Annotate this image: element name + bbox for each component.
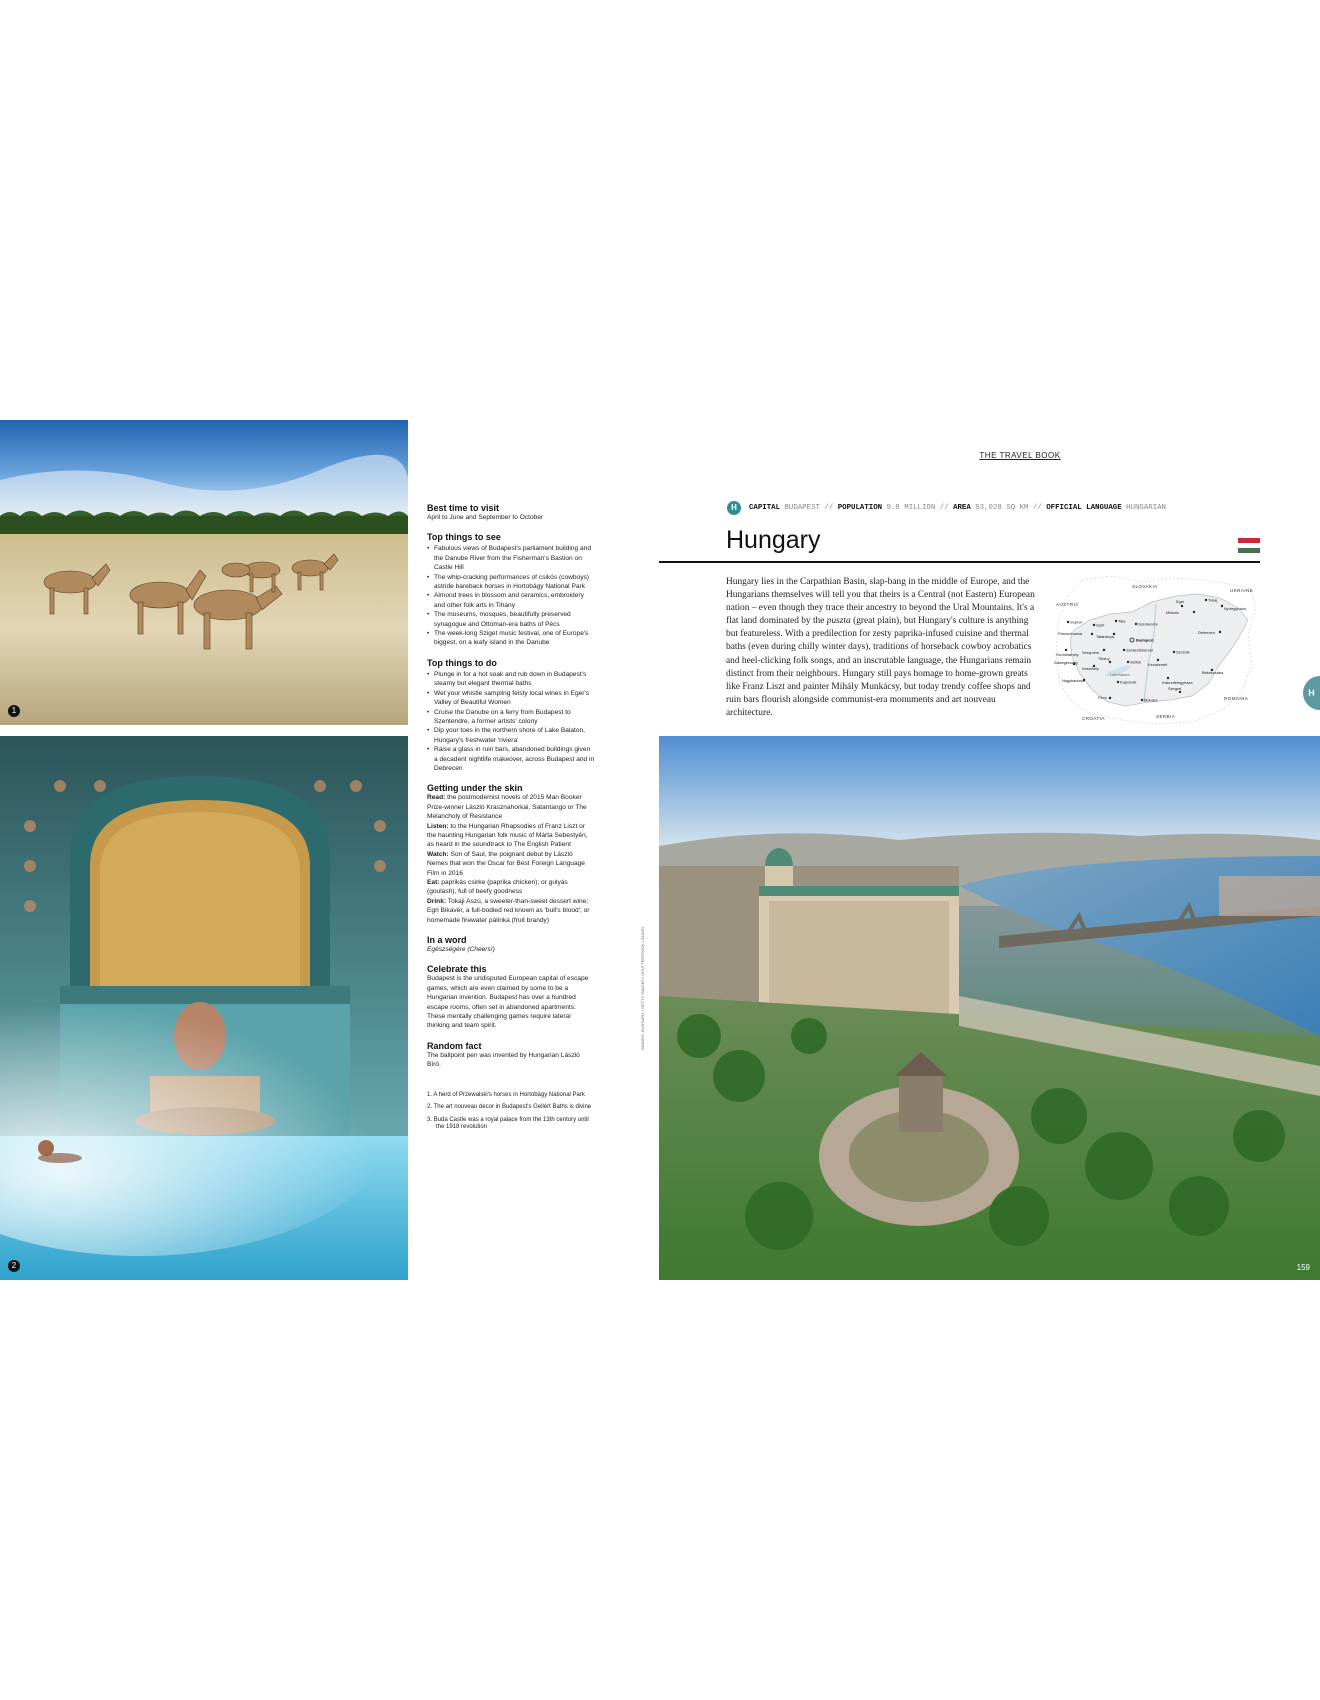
- intro-paragraph: [726, 576, 1036, 720]
- area-label: AREA: [953, 504, 971, 512]
- list-item: • Dip your toes in the northern shore of Lake Balaton, Hungary's freshwater 'riviera': [427, 726, 595, 745]
- language-value: HUNGARIAN: [1126, 504, 1166, 512]
- map-label-romania: ROMANIA: [1224, 696, 1249, 701]
- map-city: Nagykanizsa: [1062, 678, 1085, 683]
- hungary-flag-icon: [1238, 538, 1260, 553]
- map-city: Kiskunfélegyháza: [1162, 680, 1193, 685]
- map-city: Tihany: [1098, 656, 1110, 661]
- top-see-heading: Top things to see: [427, 532, 501, 543]
- map-city: Székesfehérvár: [1126, 647, 1154, 653]
- best-time-heading: Best time to visit: [427, 503, 500, 513]
- photo-horses: [0, 420, 408, 725]
- read-entry: [427, 793, 595, 821]
- map-label-croatia: CROATIA: [1082, 716, 1105, 721]
- map-city: Békéscsaba: [1202, 670, 1224, 675]
- map-city: Tokaj: [1208, 597, 1218, 603]
- skin-heading: Getting under the skin: [427, 783, 523, 794]
- separator: //: [1032, 504, 1042, 512]
- map-city: Szeged: [1168, 686, 1182, 691]
- top-do-heading: Top things to do: [427, 657, 497, 668]
- celebrate-heading: Celebrate this: [427, 964, 487, 975]
- caption-3: 3. Buda Castle was a royal palace from the 13th century until the 1918 revolution: [427, 1116, 589, 1131]
- list-item: • The museums, mosques, beautifully preserved synagogue and Ottoman-era baths of Pécs: [427, 610, 595, 629]
- list-item: • Plunge in for a hot soak and rub down in Budapest's steamy but elegant thermal baths: [427, 670, 595, 689]
- map-city: Siófok: [1130, 659, 1141, 665]
- running-head: THE TRAVEL BOOK: [979, 451, 1061, 460]
- map-city: Szolnok: [1176, 649, 1190, 655]
- capital-label: CAPITAL: [749, 504, 781, 512]
- read-text: the postmodernist novels of 2015 Man Booker Prize-winner László Krasznahorkai, Satantango or The Melancholy of Resistance: [427, 794, 587, 821]
- photo-buda-castle: [659, 736, 1320, 1280]
- drink-text: Tokaji Aszú, a sweeter-than-sweet dessert wine; Egri Bikavér, a full-bodied red known as 'bull's blood'; or homemade firewater pálinka (fruit brandy): [427, 897, 590, 924]
- map-city: Kaposvár: [1120, 679, 1137, 685]
- map-label-slovakia: SLOVAKIA: [1132, 584, 1158, 589]
- title-rule: [659, 561, 1260, 563]
- list-item: • The week-long Sziget music festival, one of Europe's biggest, on a leafy island in the Danube: [427, 629, 595, 648]
- watch-label: Watch:: [427, 850, 449, 858]
- map-city: Kecskemét: [1148, 662, 1168, 667]
- population-label: POPULATION: [837, 504, 883, 512]
- list-item: • Almond trees in blossom and ceramics, embroidery and other folk arts in Tihany: [427, 591, 595, 610]
- map-city: Tatabánya: [1096, 634, 1114, 639]
- celebrate-text: Budapest is the undisputed European capital of escape games, which are even claimed by some to be a Hungarian invention. Budapest has over a hundred escape rooms, often set in abandoned apartments. These mentally challenging games require lateral thinking and team spirit.: [427, 975, 589, 1030]
- map-city: Tata: [1118, 618, 1126, 624]
- hungary-map: [1052, 574, 1260, 726]
- separator: //: [824, 504, 834, 512]
- eat-label: Eat:: [427, 879, 440, 886]
- budapest-illustration: [659, 736, 1320, 1280]
- random-fact-text: The ballpoint pen was invented by Hungarian László Bíró.: [427, 1051, 580, 1069]
- map-label-austria: AUSTRIA: [1056, 602, 1079, 607]
- drink-label: Drink:: [427, 897, 447, 905]
- area-value: 93,028 SQ KM: [975, 504, 1029, 512]
- photo-gellert-baths: [0, 736, 408, 1280]
- list-item: • Fabulous views of Budapest's parliament building and the Danube River from the Fisherman's Bastion on Castle Hill: [427, 544, 595, 572]
- capital-value: BUDAPEST: [784, 504, 820, 512]
- intro-puszta: puszta: [826, 616, 851, 627]
- map-city: Veszprém: [1082, 650, 1100, 655]
- list-item: • Cruise the Danube on a ferry from Budapest to Szentendre, a former artists' colony: [427, 708, 595, 727]
- random-fact-heading: Random fact: [427, 1040, 482, 1051]
- word-heading: In a word: [427, 935, 467, 946]
- read-label: Read:: [427, 794, 446, 802]
- map-city: Debrecen: [1198, 630, 1215, 635]
- watch-text: Son of Saul, the poignant debut by László Nemes that won the Oscar for Best Foreign Language Film in 2016: [427, 850, 585, 877]
- image-credits: IMAGES: HUNGARY / GETTY IMAGES / SHUTTERSTOCK / ALAMY: [640, 926, 645, 1050]
- intro-text-2: (great plain), but Hungary's culture is anything but featureless. With a predilection for zesty paprika-infused cuisine and thermal baths (even during chilly winter days), traditions of horseback cowboy acrobatics and heel-clicking folk songs, and an inscrutable language, the Hungarians remain distinct from their neighbours. Hungary still pays homage to home-grown greats like Franz Liszt and painter Mihály Munkácsy, but today trendy coffee shops and ruin bars flourish alongside communist-era monuments and art nouveau architecture.: [726, 616, 1032, 718]
- list-item: • The whip-cracking performances of csikós (cowboys) astride bareback horses in Hortobágy National Park: [427, 573, 595, 592]
- language-label: OFFICIAL LANGUAGE: [1046, 504, 1122, 512]
- intro-text-1: Hungary lies in the Carpathian Basin, slap-bang in the middle of Europe, and the Hungarians themselves will tell you that theirs is a Central (not Eastern) European nation – even though they trace their ancestry to beyond the Ural Mountains. It's a flat land dominated by the: [726, 577, 1035, 627]
- photo-captions: [427, 1092, 595, 1132]
- listen-text: to the Hungarian Rhapsodies of Franz Liszt or the haunting Hungarian folk music of Márta Sebestyén, as heard in the soundtrack to The English Patient: [427, 822, 588, 849]
- map-city: Pécs: [1098, 695, 1107, 700]
- eat-text: paprikás csirke (paprika chicken); or gulyás (goulash), full of beefy goodness: [427, 879, 568, 896]
- listen-label: Listen:: [427, 822, 449, 830]
- map-svg: [1052, 574, 1260, 726]
- map-lake-label: Lake Balaton: [1110, 673, 1130, 677]
- word-text: Egészségére (Cheers!): [427, 946, 495, 954]
- separator: //: [939, 504, 949, 512]
- watch-entry: [427, 850, 595, 878]
- map-city: Zalaegerszeg: [1054, 660, 1078, 665]
- map-city: Mohács: [1144, 697, 1158, 703]
- map-city: Nyíregyháza: [1224, 606, 1246, 611]
- facts-line: [749, 504, 1166, 512]
- baths-illustration: [0, 736, 408, 1280]
- photo-number-1: 1: [8, 705, 20, 717]
- listen-entry: [427, 822, 595, 850]
- list-item: • Wet your whistle sampling feisty local wines in Eger's Valley of Beautiful Women: [427, 689, 595, 708]
- top-do-list: [427, 670, 595, 773]
- caption-2: 2. The art nouveau decor in Budapest's Gellért Baths is divine: [427, 1104, 592, 1111]
- horses-illustration: [0, 420, 408, 725]
- caption-1: 1. A herd of Przewalski's horses in Hortobágy National Park: [427, 1091, 585, 1098]
- section-tab[interactable]: H: [1303, 676, 1320, 710]
- page-number: 159: [1296, 1263, 1310, 1272]
- drink-entry: [427, 897, 595, 925]
- flag-stripe-green: [1238, 548, 1260, 553]
- map-city: Szombathely: [1056, 652, 1079, 657]
- letter-badge: H: [727, 501, 741, 515]
- map-city: Eger: [1176, 599, 1185, 604]
- photo-number-2: 2: [8, 1260, 20, 1272]
- map-city: Pannonhalma: [1058, 631, 1083, 636]
- map-city: Szentendre: [1138, 621, 1158, 627]
- sidebar-facts: [427, 503, 595, 1137]
- best-time-text: April to June and September to October: [427, 514, 544, 521]
- map-city: Keszthely: [1082, 666, 1099, 671]
- map-capital: Budapest: [1136, 637, 1154, 643]
- list-item: • Raise a glass in ruin bars, abandoned buildings given a decadent nightlife makeover, across Budapest and in Debrecen: [427, 745, 595, 773]
- eat-entry: [427, 878, 595, 897]
- page-title: Hungary: [726, 526, 821, 554]
- map-label-ukraine: UKRAINE: [1230, 588, 1254, 593]
- map-city: Miskolc: [1166, 610, 1179, 615]
- top-see-list: [427, 544, 595, 647]
- map-label-serbia: SERBIA: [1156, 714, 1176, 719]
- facts-bar: [727, 500, 1166, 516]
- map-city: Győr: [1096, 622, 1105, 628]
- population-value: 9.8 MILLION: [886, 504, 936, 512]
- map-city: Sopron: [1070, 619, 1083, 625]
